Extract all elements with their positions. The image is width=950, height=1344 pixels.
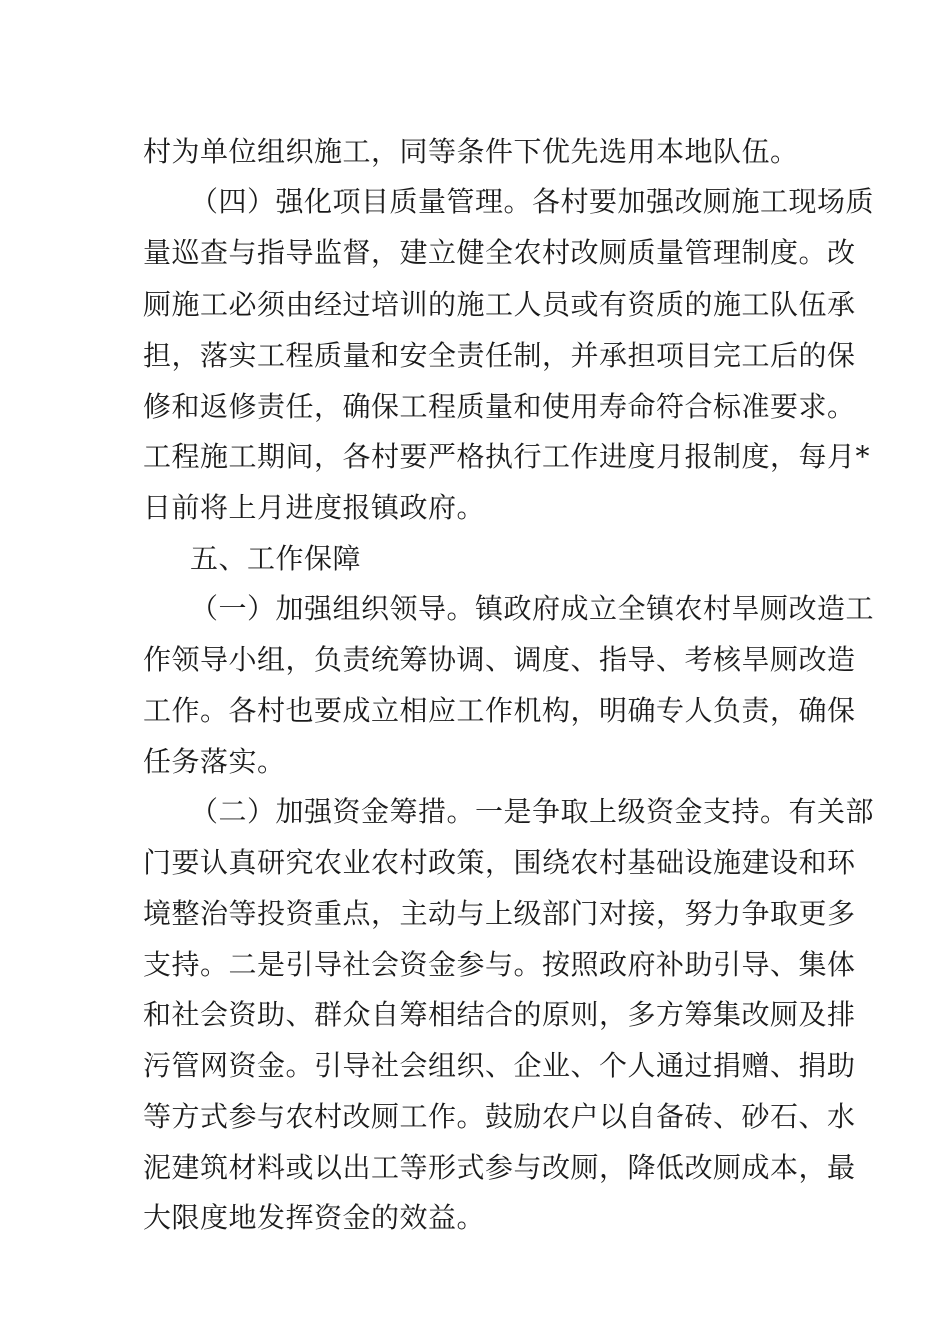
text-line: 境整治等投资重点，主动与上级部门对接，努力争取更多 [143,897,856,930]
text-line: 村为单位组织施工，同等条件下优先选用本地队伍。 [143,135,799,168]
section-heading: 五、工作保障 [190,542,362,575]
text-line: 任务落实。 [143,745,286,778]
text-line: 日前将上月进度报镇政府。 [143,491,486,524]
text-line: （二）加强资金筹措。一是争取上级资金支持。有关部 [190,795,875,828]
text-line: 担，落实工程质量和安全责任制，并承担项目完工后的保 [143,339,856,372]
text-line: 厕施工必须由经过培训的施工人员或有资质的施工队伍承 [143,288,856,321]
text-line: 等方式参与农村改厕工作。鼓励农户以自备砖、砂石、水 [143,1100,856,1133]
text-line: 污管网资金。引导社会组织、企业、个人通过捐赠、捐助 [143,1049,856,1082]
text-line: 工作。各村也要成立相应工作机构，明确专人负责，确保 [143,694,856,727]
text-line: 工程施工期间，各村要严格执行工作进度月报制度，每月* [143,440,871,473]
text-line: 作领导小组，负责统筹协调、调度、指导、考核旱厕改造 [143,643,856,676]
text-line: 修和返修责任，确保工程质量和使用寿命符合标准要求。 [143,390,856,423]
text-line: 和社会资助、群众自筹相结合的原则，多方筹集改厕及排 [143,998,856,1031]
text-line: 大限度地发挥资金的效益。 [143,1201,486,1234]
text-line: 泥建筑材料或以出工等形式参与改厕，降低改厕成本，最 [143,1151,856,1184]
text-line: （一）加强组织领导。镇政府成立全镇农村旱厕改造工 [190,592,875,625]
text-line: （四）强化项目质量管理。各村要加强改厕施工现场质 [190,185,875,218]
text-line: 量巡查与指导监督，建立健全农村改厕质量管理制度。改 [143,236,856,269]
text-line: 门要认真研究农业农村政策，围绕农村基础设施建设和环 [143,846,856,879]
text-line: 支持。二是引导社会资金参与。按照政府补助引导、集体 [143,948,856,981]
